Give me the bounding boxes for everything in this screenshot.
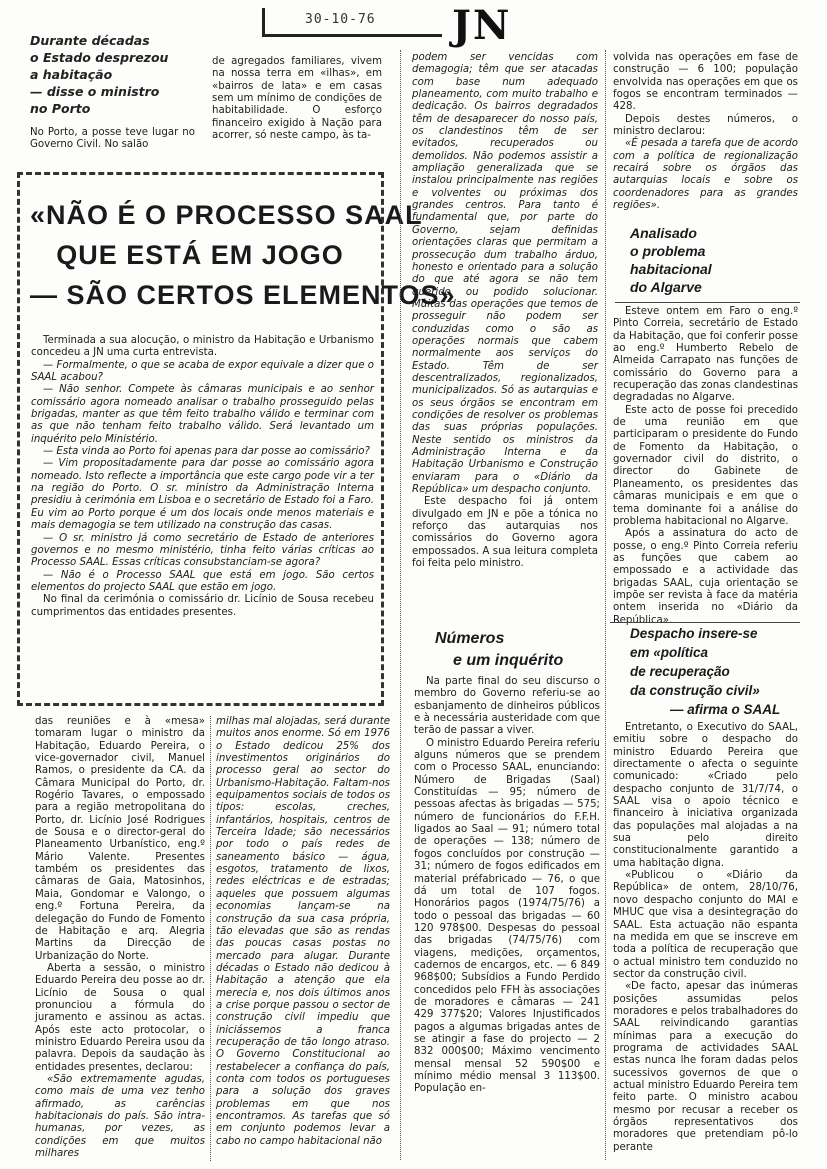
column-rule [605,50,606,1160]
paragraph: Este acto de posse foi precedido de uma reunião em que participaram o presidente do Fundo de Fomento da Habitação, o governador civil do distrito, o director do Gabinete de Planeamento, os presidentes das câmaras municipais e em que o tema dominante foi a análise do problema habitacional no Algarve. [613,404,798,527]
masthead-bracket-left [262,8,265,36]
box-headline [30,195,456,315]
side-headline-line: — disse o ministro [30,84,160,99]
subheading-line: em «política [630,645,709,660]
paragraph: Depois destes números, o ministro declarou: [613,113,798,138]
paragraph: das reuniões e à «mesa» tomaram lugar o ministro da Habitação, Eduardo Pereira, o vice-governador civil, Manuel Ramos, o presidente da CA. da Câmara Municipal do Porto, dr. Rogério Tavares, o empossado para a região metropolitana do Porto, dr. Licínio José Rodrigues de Sousa e o director-geral do Planeamento Urbanístico, eng.º Mário Valente. Presentes também os presidentes das câmaras de Gaia, Matosinhos, Maia, Gondomar e Valongo, o eng.º Fortuna Pereira, da delegação do Fundo de Fomento de Habitação e arq. Alegria Martins da Direcção de Urbanização do Norte. [35,716,205,962]
subheading-numeros [435,628,563,672]
paragraph: Após a assinatura do acto de posse, o eng.º Pinto Correia referiu as funções que cabem ao empossado e a actividade das brigadas SAAL, cuja orientação se impõe ser revista à face da matéria ontem inserida no «Diário da República». [613,528,798,626]
column-rule [400,50,401,1160]
column4-middle [613,306,798,626]
quote-paragraph: «São extremamente agudas, como mais de uma vez tenho afirmado, as carências habitacionais do país. São intra-humanas, por vezes, as condições em que muitos milhares [35,1073,205,1160]
paragraph: Aberta a sessão, o ministro Eduardo Pereira deu posse ao dr. Licínio de Sousa o qual pronunciou a fórmula do juramento e assinou as actas. Após este acto protocolar, o ministro Eduardo Pereira usou da palavra. Depois da saudação às entidades presentes, declarou: [35,962,205,1073]
side-headline-line: no Porto [30,101,91,116]
subheading-line: Números [435,630,505,647]
box-headline-line: QUE ESTÁ EM JOGO [56,240,344,270]
subheading-algarve [630,224,712,296]
side-headline [30,32,190,117]
paragraph: No Porto, a posse teve lugar no Governo Civil. No salão [30,127,195,151]
paragraph: milhas mal alojadas, será durante muitos anos enorme. Só em 1976 o Estado dedicou 25% dos investimentos originários do processo geral ao sector do Urbanismo-Habitação. Faltam-nos equipamentos sociais de todos os tipos: escolas, creches, infantários, hospitais, centros de Terceira Idade; são necessários por todo o país redes de saneamento básico — água, esgotos, tratamento de lixos, redes eléctricas e de estradas; aqueles que possuem algumas economias lançam-se na construção da sua casa própria, tão elevadas que são as rendas das poucas casas postas no mercado para alugar. Durante décadas o Estado não dedicou à Habitação a atenção que ela merecia e, nos dois últimos anos a crise porque passou o sector de construção civil impediu que iniciássemos a franca recuperação de tão longo atraso. O Governo Constitucional ao restabelecer a confiança do país, conta com todos os portugueses para a solução dos graves problemas em que nos encontramos. As tarefas que só em conjunto podemos levar a cabo no campo habitacional não [216,716,390,1147]
column1-intro [30,127,195,157]
interview-question: — O sr. ministro já como secretário de Estado de anteriores governos e no mesmo ministério, tinha feito várias críticas ao Processo SAAL. Essas críticas consubstanciam-se agora? [31,532,374,569]
column2-top [212,56,382,154]
subheading-despacho [630,624,780,719]
column4-top [613,52,798,222]
subheading-line: e um inquérito [453,652,564,669]
subheading-line: da construção civil» [630,683,760,698]
column3-bottom [414,676,600,1163]
paragraph: Entretanto, o Executivo do SAAL, emitiu sobre o despacho do ministro Eduardo Pereira que directamente o afecta o seguinte comunicado: «Criado pelo despacho conjunto de 31/7/74, o SAAL visa o apoio técnico e financeiro à iniciativa organizada das populações mal alojadas a na sua pelo direito constitucionalmente garantido a uma habitação digna. [613,722,798,869]
box-headline-line: — SÃO CERTOS ELEMENTOS» [30,280,456,310]
separator-line [615,302,800,303]
subheading-line: do Algarve [630,279,702,295]
paragraph: O ministro Eduardo Pereira referiu alguns números que se prendem com o Processo SAAL, enunciando: Número de Brigadas (Saal) Constituídas — 95; número de pessoas afectas às brigadas — 575; número de funcionários do F.F.H. ligados ao Saal — 91; número total de operações — 138; número de fogos concluídos por construção — 31; número de fogos edificados em material préfabricado — 76, o que dá um total de 107 fogos. Honorários pagos (1974/75/76) a todo o pessoal das brigadas — 60 120 978$00. Despesas do pessoal das brigadas (74/75/76) com viagens, medições, orçamentos, cadernos de encargos, etc. — 6 849 968$00; Subsídios a Fundo Perdido concedidos pelo FFH às associações de moradores e câmaras — 241 429 377$20; Valores Injustificados pagos a algumas brigadas antes de se atingir a fase do projecto — 2 832 000$00; Máximo vencimento mensal mensal 52 590$00 e mínimo médio mensal 3 113$00. População en- [414,737,600,1095]
interview-answer: — Vim propositadamente para dar posse ao comissário agora nomeado. Isto reflecte a importância que este cargo pode vir a ter na região do Porto. O sr. ministro da Administração Interna presidiu à cerimónia em Lisboa e o secretário de Estado foi a Faro. Eu vim ao Porto porque é um dos locais onde menos materiais e mais demagogia se tem utilizado na construção das casas. [31,458,374,532]
quote-paragraph: «É pesada a tarefa que de acordo com a política de regionalização recairá sobre os órgãos das autarquias locais e sobre os coordenadores para as grandes regiões». [613,138,798,212]
paragraph: No final da cerimónia o comissário dr. Licínio de Sousa recebeu cumprimentos das entidades presentes. [31,594,374,618]
subheading-line: — afirma o SAAL [670,702,781,717]
subheading-line: o problema [630,243,706,259]
column2-bottom [216,716,390,1161]
interview-question: — Esta vinda ao Porto foi apenas para dar posse ao comissário? [43,446,370,458]
masthead-bracket-bottom [262,34,442,37]
paragraph: Esteve ontem em Faro o eng.º Pinto Correia, secretário de Estado da Habitação, que foi conferir posse ao eng.º Humberto Rebelo de Almeida Carrapato nas funções de comissário do Governo para a recuperação das zonas clandestinas degradadas no Algarve. [613,306,798,404]
paragraph: Este despacho foi já ontem divulgado em JN e põe a tónica no reforço das autarquias nos comissários do Governo agora empossados. A sua leitura completa foi feita pelo ministro. [412,496,598,570]
interview-answer: — Não senhor. Compete às câmaras municipais e ao senhor comissário agora nomeado analisar o trabalho prosseguido pelas brigadas, manter as que têm feito trabalho válido e terminar com as que não tenham feito trabalho válido. Será levantado um inquérito pelo Ministério. [31,384,374,445]
paragraph: de agregados familiares, vivem na nossa terra em «ilhas», em «bairros de lata» e em casas sem um mínimo de condições de habitabilidade. O esforço financeiro exigido à Nação para acorrer, só neste campo, às ta- [212,56,382,142]
paragraph: volvida nas operações em fase de construção — 6 100; população envolvida nas operações em que os fogos se encontram terminados — 428. [613,52,798,113]
masthead-logo: JN [452,2,512,49]
interview-answer: — Não é o Processo SAAL que está em jogo. São certos elementos do projecto SAAL que estão em jogo. [31,569,374,593]
subheading-line: habitacional [630,261,712,277]
paragraph: podem ser vencidas com demagogia; têm que ser atacadas com base num adequado planeamento, com muito trabalho e dedicação. Os bairros degradados têm de desaparecer do nosso país, os clandestinos têm de ser evitados, recuperados ou demolidos. Não podemos assistir a ampliação generalizada que se instalou principalmente nas regiões e volventes ou próximas dos grandes centros. Para tanto é fundamental que, por parte do Governo, sejam definidas orientações claras que permitam a prossecução dum trabalho árduo, honesto e orientado para a solução do que até agora se não tem querido ou podido solucionar. Muitas das operações que temos de prosseguir não podem ser conduzidas como o são as operações normais que cabem normalmente aos serviços do Estado. Têm de ser descentralizados, regionalizados, municipalizados. Só as autarquias e os seus órgãos se encontram em condições de resolver os problemas das suas próprias populações. Neste sentido os ministros da Administração Interna e da Habitação Urbanismo e Construção enviaram para o «Diário da República» um despacho conjunto. [412,52,598,496]
column-rule [210,716,211,1161]
paragraph: «Publicou o «Diário da República» de ontem, 28/10/76, novo despacho conjunto do MAI e MHUC que visa a desintegração do SAAL. Esta actuação não espanta na medida em que se inscreve em toda a política de recuperação que o actual ministro tem conduzido no sector da construção civil. [613,870,798,980]
paragraph: Na parte final do seu discurso o membro do Governo referiu-se ao esbanjamento de dinheiros públicos e à necessária austeridade com que terão de passar a viver. [414,676,600,737]
column4-bottom [613,722,798,1162]
box-body [31,335,374,619]
box-headline-line: «NÃO É O PROCESSO SAAL [30,200,423,230]
issue-date: 30-10-76 [305,12,376,27]
paragraph: Terminada a sua alocução, o ministro da Habitação e Urbanismo concedeu a JN uma curta entrevista. [31,335,374,359]
subheading-line: Despacho insere-se [630,626,758,641]
side-headline-line: Durante décadas [30,33,150,48]
side-headline-line: a habitação [30,67,113,82]
side-headline-line: o Estado desprezou [30,50,169,65]
subheading-line: de recuperação [630,664,730,679]
separator-line [610,622,800,623]
column3-top [412,52,598,612]
subheading-line: Analisado [630,225,697,241]
interview-question: — Formalmente, o que se acaba de expor equivale a dizer que o SAAL acabou? [31,359,374,384]
column1-bottom [35,716,205,1161]
paragraph: «De facto, apesar das inúmeras posições assumidas pelos moradores e pelos trabalhadores do SAAL reivindicando garantias mínimas para a execução do programa de actividades SAAL estas nunca lhe foram dadas pelos sucessivos governos de que o actual ministro Eduardo Pereira tem feito parte. O ministro acabou mesmo por recusar a receber os órgãos representativos dos moradores que pretendiam pô-lo perante [613,981,798,1153]
